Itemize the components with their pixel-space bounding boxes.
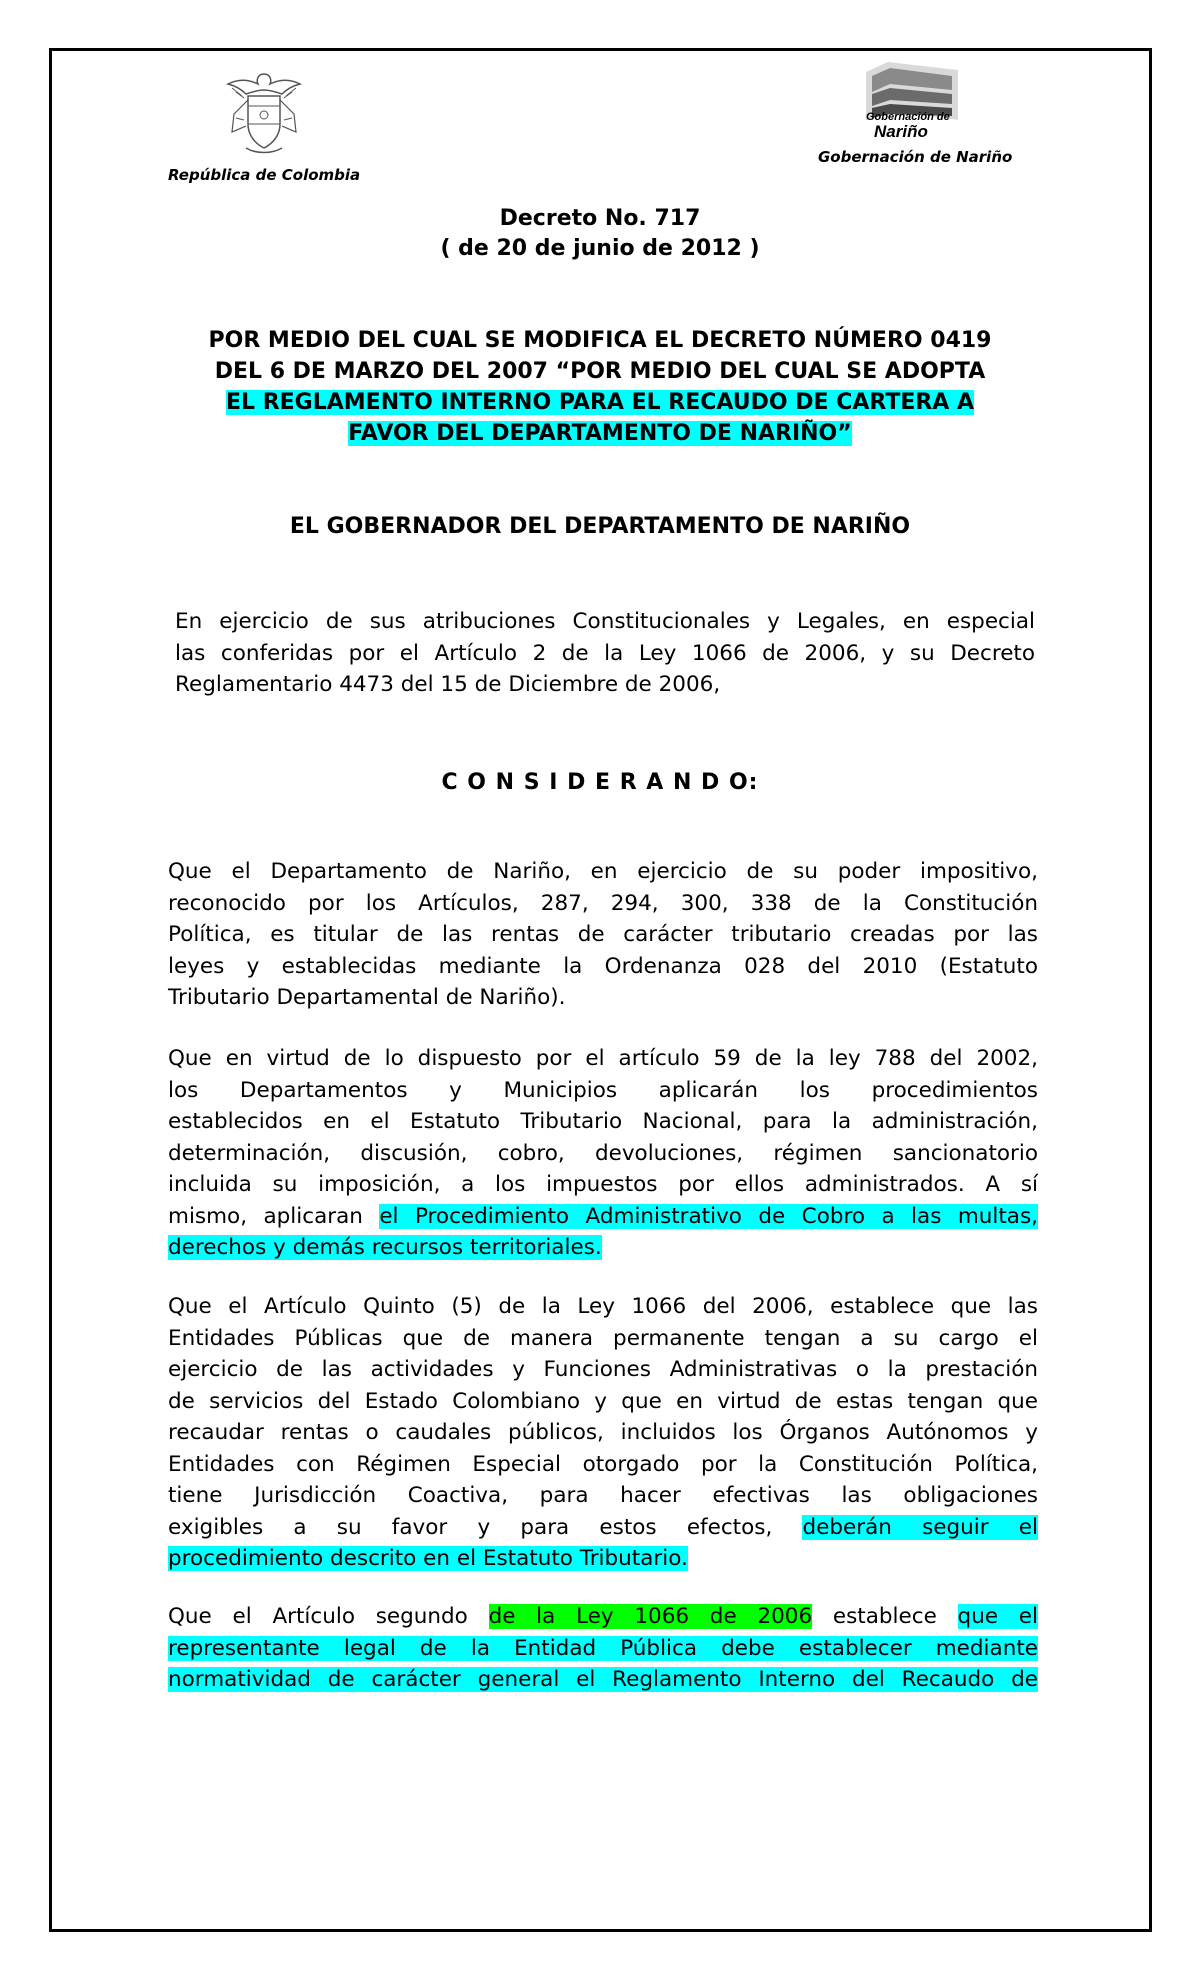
paragraph-line: recaudar rentas o caudales públicos, incluidos los Órganos Autónomos y [168,1420,1038,1445]
paragraph-line: Que el Departamento de Nariño, en ejercicio de su poder impositivo, [168,859,1038,884]
paragraph-line: Entidades con Régimen Especial otorgado por la Constitución Política, [168,1451,1038,1477]
paragraph-1 [168,856,1038,1014]
preamble-line: En ejercicio de sus atribuciones Constitucionales y Legales, en especial [175,609,1035,634]
gobernacion-logo [862,60,962,150]
paragraph-text: Que el Artículo segundo [168,1604,489,1629]
paragraph-line: determinación, discusión, cobro, devoluciones, régimen sancionatorio [168,1140,1038,1166]
paragraph-line [168,1633,1038,1665]
logo-text-line2: Nariño [874,122,928,141]
subject-line-3-highlight: EL REGLAMENTO INTERNO PARA EL RECAUDO DE CARTERA A [226,390,974,415]
paragraph-2 [168,1043,1038,1264]
subject-line-1: POR MEDIO DEL CUAL SE MODIFICA EL DECRETO NÚMERO 0419 [208,328,992,353]
considering-heading: C O N S I D E R A N D O: [441,770,759,795]
paragraph-line: Que el Artículo Quinto (5) de la Ley 1066 del 2006, establece que las [168,1294,1038,1319]
paragraph-text: exigibles a su favor y para estos efectos, [168,1514,803,1540]
subject-line-4-highlight: FAVOR DEL DEPARTAMENTO DE NARIÑO” [348,421,852,446]
preamble-line: las conferidas por el Artículo 2 de la Ley 1066 de 2006, y su Decreto [175,640,1035,666]
paragraph-line: tiene Jurisdicción Coactiva, para hacer efectivas las obligaciones [168,1483,1038,1508]
coat-of-arms-icon [222,70,306,158]
paragraph-line [168,1201,1038,1233]
highlighted-text: deberán seguir el [802,1514,1038,1540]
paragraph-line: Que en virtud de lo dispuesto por el artículo 59 de la ley 788 del 2002, [168,1046,1038,1071]
paragraph-line [168,1543,1038,1575]
decree-date: ( de 20 de junio de 2012 ) [440,236,760,261]
highlighted-text: representante legal de la Entidad Pública debe establecer mediante [168,1635,1038,1661]
highlighted-text: procedimiento descrito en el Estatuto Tributario. [168,1546,688,1571]
paragraph-line: Entidades Públicas que de manera permanente tengan a su cargo el [168,1325,1038,1351]
subject-line-2: DEL 6 DE MARZO DEL 2007 “POR MEDIO DEL CUAL SE ADOPTA [214,359,986,384]
highlighted-text: derechos y demás recursos territoriales. [168,1235,602,1260]
header-right-caption: Gobernación de Nariño [818,148,1013,166]
paragraph-line: de servicios del Estado Colombiano y que en virtud de estas tengan que [168,1388,1038,1414]
highlighted-text-green: de la Ley 1066 de 2006 [488,1604,813,1629]
paragraph-3 [168,1291,1038,1575]
highlighted-text: que el [957,1604,1038,1629]
paragraph-line: Tributario Departamental de Nariño). [168,985,566,1010]
paragraph-text: mismo, aplicaran [168,1203,380,1229]
preamble [175,606,1035,701]
paragraph-line: reconocido por los Artículos, 287, 294, 300, 338 de la Constitución [168,890,1038,916]
paragraph-line: ejercicio de las actividades y Funciones Administrativas o la prestación [168,1357,1038,1382]
authority-heading: EL GOBERNADOR DEL DEPARTAMENTO DE NARIÑO [289,514,911,539]
paragraph-line: incluida su imposición, a los impuestos por ellos administrados. A sí [168,1172,1038,1197]
paragraph-line [168,1232,1038,1264]
paragraph-line: leyes y establecidas mediante la Ordenanza 028 del 2010 (Estatuto [168,953,1038,979]
paragraph-line [168,1512,1038,1544]
header-left-caption: República de Colombia [168,166,361,184]
logo-text-line1: Gobernación de [866,111,950,123]
paragraph-line [168,1601,1038,1633]
paragraph-4 [168,1601,1038,1696]
paragraph-line: Política, es titular de las rentas de carácter tributario creadas por las [168,922,1038,947]
preamble-line: Reglamentario 4473 del 15 de Diciembre de 2006, [175,672,721,697]
highlighted-text: el Procedimiento Administrativo de Cobro a las multas, [379,1203,1039,1229]
paragraph-line [168,1664,1038,1696]
highlighted-text: normatividad de carácter general el Reglamento Interno del Recaudo de [168,1667,1038,1692]
subject-line-4 [0,421,1200,446]
paragraph-line: establecidos en el Estatuto Tributario Nacional, para la administración, [168,1109,1038,1134]
subject-line-3 [0,390,1200,415]
paragraph-line: los Departamentos y Municipios aplicarán los procedimientos [168,1077,1038,1103]
paragraph-text: establece [812,1604,958,1629]
decree-number: Decreto No. 717 [499,206,701,231]
